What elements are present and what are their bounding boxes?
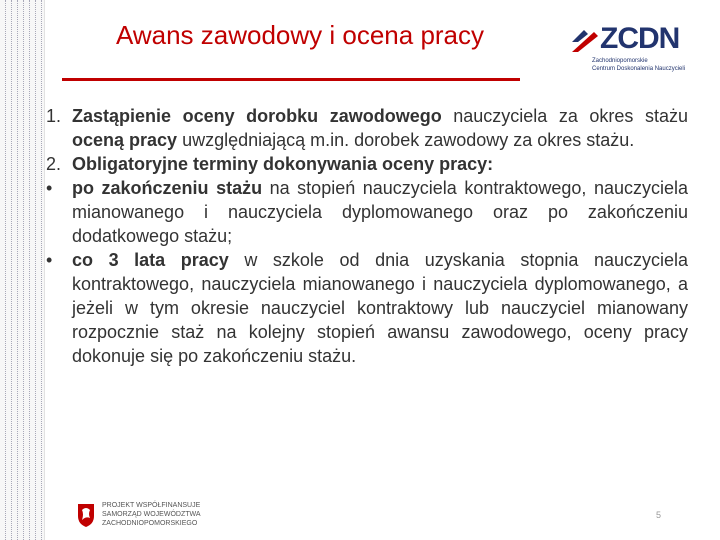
body-text: na stopień nauczyciela kontraktowego, nauczyciela mianowanego i nauczyciela dyplomowanego oraz po zakończeniu dodatkowego stażu;	[72, 178, 688, 246]
list-item-2	[46, 152, 688, 176]
body-text: w szkole od dnia uzyskania stopnia nauczyciela kontraktowego, nauczyciela mianowanego i nauczyciela dyplomowanego, a jeżeli w tym okresie nauczyciel kontraktowy lub nauczyciel mianowany rozpocznie staż na kolejny stopień awansu zawodowego, oceny pracy dokonuje się po zakończeniu stażu.	[72, 250, 688, 366]
list-item-text	[72, 152, 688, 176]
bullet-item-text	[72, 176, 688, 248]
list-marker: 2.	[46, 154, 62, 174]
footer-text-3: ZACHODNIOPOMORSKIEGO	[102, 520, 198, 527]
slide-content	[46, 104, 688, 368]
list-marker: 1.	[46, 106, 62, 126]
emphasis-text: Zastąpienie oceny dorobku zawodowego	[72, 106, 442, 126]
bullet-item-text	[72, 248, 688, 368]
page-number: 5	[656, 510, 662, 520]
list-item-1	[46, 104, 688, 152]
title-underline	[62, 78, 520, 81]
zcdn-logo-mark-icon	[572, 28, 598, 52]
griffin-crest-icon	[76, 502, 96, 528]
footer-text-2: SAMORZĄD WOJEWÓDZTWA	[102, 511, 201, 518]
emphasis-text: Obligatoryjne terminy dokonywania oceny pracy:	[72, 154, 494, 174]
emphasis-text: po zakończeniu stażu	[72, 178, 263, 198]
bullet-item-2	[46, 248, 688, 368]
zcdn-logo-subtitle-1: Zachodniopomorskie	[592, 58, 648, 64]
bullet-item-1	[46, 176, 688, 248]
zcdn-logo-text: ZCDN	[600, 22, 680, 55]
bullet-icon: •	[46, 178, 53, 198]
decorative-handwriting-strip	[0, 0, 45, 540]
zcdn-logo	[568, 24, 686, 76]
body-text: uwzględniającą m.in. dorobek zawodowy za okres stażu.	[177, 130, 635, 150]
footer-logo	[76, 498, 226, 534]
body-text: nauczyciela za okres stażu	[441, 106, 688, 126]
emphasis-text: co 3 lata pracy	[72, 250, 229, 270]
zcdn-logo-subtitle-2: Centrum Doskonalenia Nauczycieli	[592, 66, 686, 72]
bullet-icon: •	[46, 250, 53, 270]
emphasis-text: oceną pracy	[72, 130, 178, 150]
slide-title: Awans zawodowy i ocena pracy	[115, 20, 485, 50]
footer-text-1: PROJEKT WSPÓŁFINANSUJE	[102, 502, 201, 509]
list-item-text	[72, 104, 688, 152]
